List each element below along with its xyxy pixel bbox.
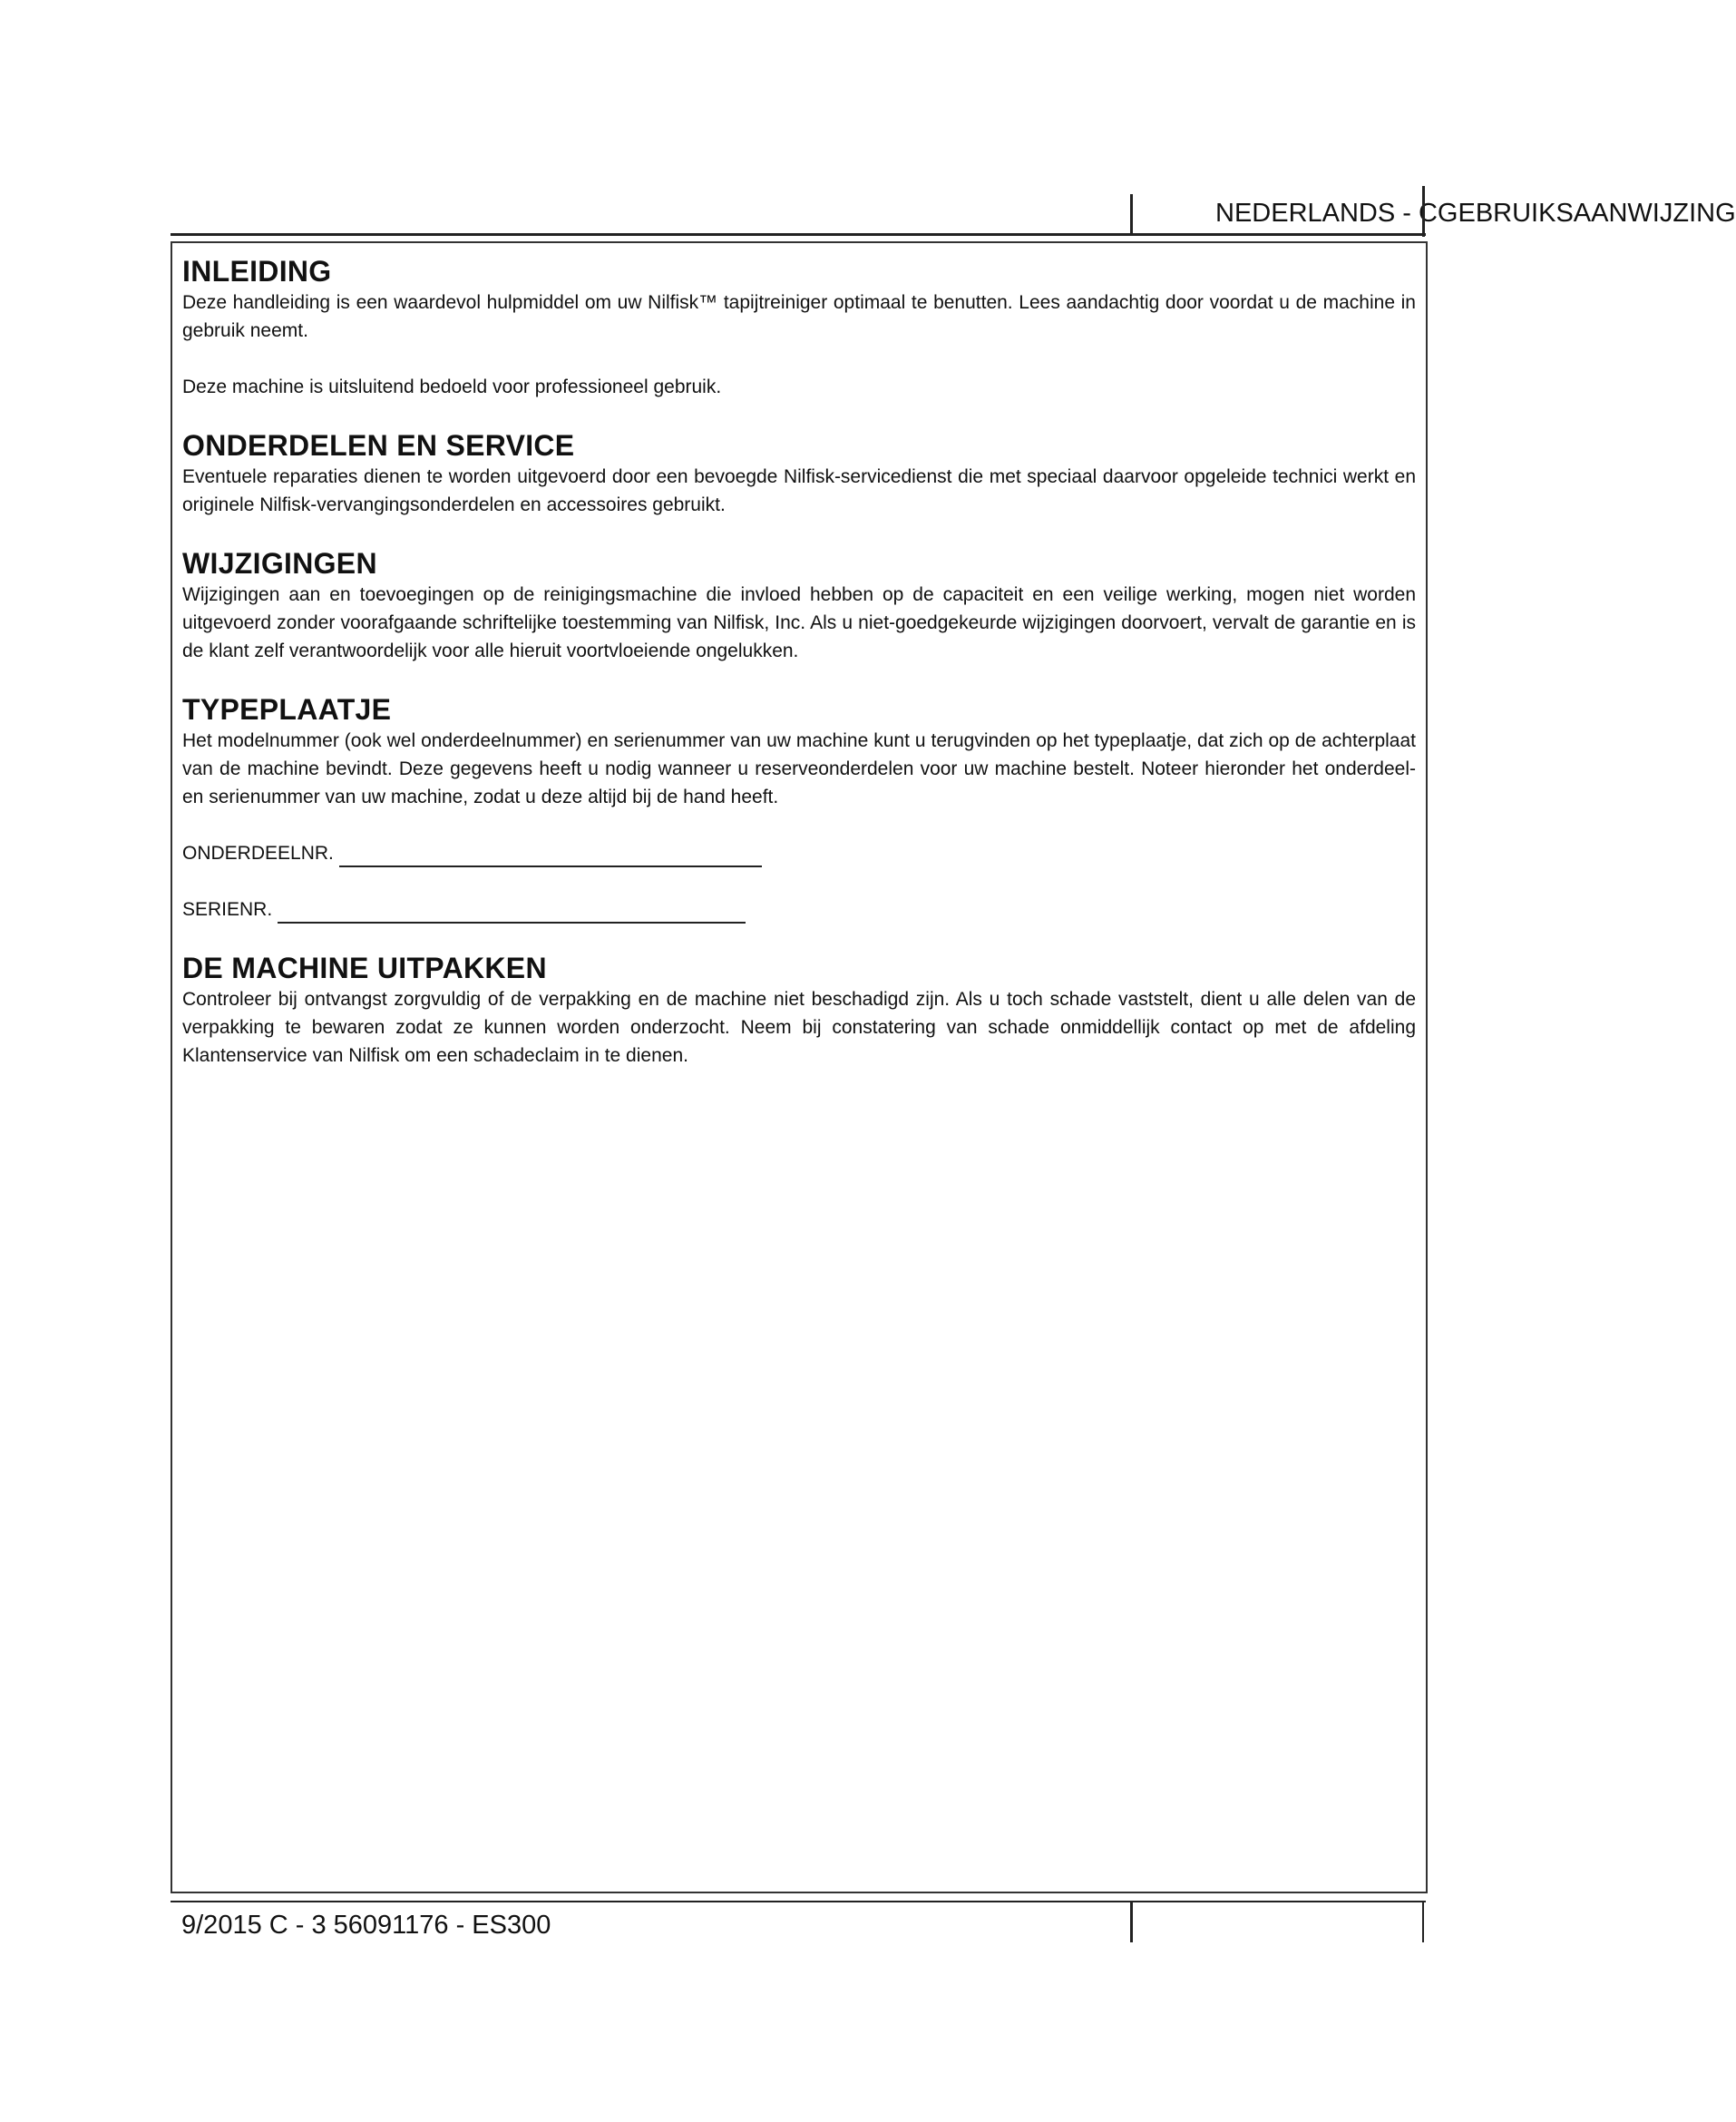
section-heading: INLEIDING [182, 255, 332, 288]
section-onderdelen-en-service [182, 428, 1416, 519]
section-wijzigingen [182, 546, 1416, 665]
section-paragraph: Wijzigingen aan en toevoegingen op de reinigingsmachine die invloed hebben op de capaciteit en een veilige werking, mogen niet worden uitgevoerd zonder voorafgaande schriftelijke toestemming van Nilfisk, Inc. Als u niet-goedgekeurde wijzigingen doorvoert, vervalt de garantie en is de klant zelf verantwoordelijk voor alle hieruit voortvloeiende ongelukken. [182, 584, 1416, 661]
section-heading: WIJZIGINGEN [182, 547, 377, 580]
section-de-machine-uitpakken [182, 951, 1416, 1070]
footer-document-code: 9/2015 C - 3 56091176 - ES300 [181, 1911, 551, 1940]
section-heading: DE MACHINE UITPAKKEN [182, 952, 547, 984]
section-paragraph: Deze machine is uitsluitend bedoeld voor professioneel gebruik. [182, 376, 722, 397]
footer-divider-tick [1130, 1902, 1133, 1942]
section-paragraph: Eventuele reparaties dienen te worden uitgevoerd door een bevoegde Nilfisk-servicedienst die met speciaal daarvoor opgeleide technici werkt en originele Nilfisk-vervangingsonderdelen en accessoires gebruikt. [182, 466, 1416, 515]
section-paragraph: Deze handleiding is een waardevol hulpmiddel om uw Nilfisk™ tapijtreiniger optimaal te benutten. Lees aandachtig door voordat u de machine in gebruik neemt. [182, 292, 1416, 341]
section-heading: ONDERDELEN EN SERVICE [182, 429, 575, 462]
serial-number-label: SERIENR. [182, 899, 273, 920]
header-right-tick [1422, 186, 1425, 237]
serial-number-blank[interactable] [278, 902, 746, 924]
part-number-label: ONDERDEELNR. [182, 843, 334, 864]
header-rule [171, 233, 1426, 236]
section-paragraph: Het modelnummer (ook wel onderdeelnummer) en serienummer van uw machine kunt u terugvinden op het typeplaatje, dat zich op de achterplaat van de machine bevindt. Deze gegevens heeft u nodig wanneer u reserveonderdelen voor uw machine bestelt. Noteer hieronder het onderdeel- en serienummer van uw machine, zodat u deze altijd bij de hand heeft. [182, 730, 1416, 807]
part-number-blank[interactable] [339, 846, 762, 867]
section-heading: TYPEPLAATJE [182, 693, 392, 726]
serial-number-field [182, 895, 1416, 924]
footer-right-tick [1422, 1902, 1424, 1942]
header-title-area [1215, 194, 1736, 236]
section-typeplaatje [182, 692, 1416, 924]
header-divider-tick [1130, 194, 1133, 236]
section-inleiding [182, 254, 1416, 401]
part-number-field [182, 839, 1416, 867]
footer-rule [171, 1901, 1426, 1902]
section-paragraph: Controleer bij ontvangst zorgvuldig of de verpakking en de machine niet beschadigd zijn. Als u toch schade vaststelt, dient u alle delen van de verpakking te bewaren zodat ze kunnen worden onderzocht. Neem bij constatering van schade onmiddellijk contact op met de afdeling Klantenservice van Nilfisk om een schadeclaim in te dienen. [182, 989, 1416, 1066]
page-content [182, 254, 1416, 1097]
header-title: NEDERLANDS - CGEBRUIKSAANWIJZING [1215, 199, 1736, 228]
